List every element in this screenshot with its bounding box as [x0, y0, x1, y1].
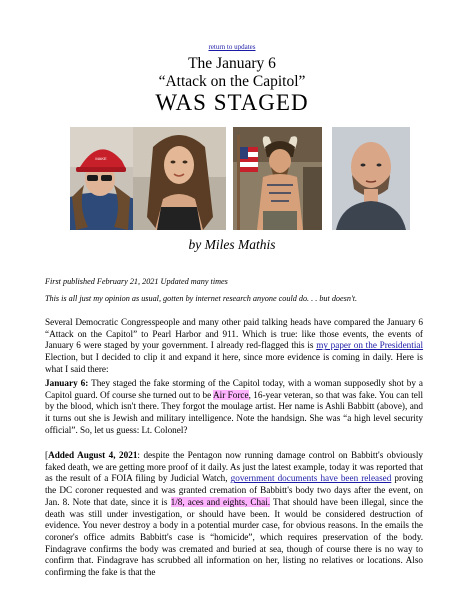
paragraph-1: [45, 317, 423, 376]
byline: by Miles Mathis: [188, 237, 276, 252]
presidential-election-paper-link[interactable]: my paper on the Presidential: [316, 340, 424, 351]
paragraph-2-text-b: , 16-year veteran, so that was fake. You can tell by the blood, which isn't there. They forgot the moulage artist. Her name is Ashli Babbitt (above), and it turns out she is Jewish and military intelligence. Note the handsign. She was “a high level security official”. So, let us guess: Lt. Colonel?: [45, 389, 423, 435]
paragraph-2: [45, 378, 423, 437]
paragraph-1-text-b: Election, but I decided to clip it and expand it here, since more evidence is coming in daily. Here is what I said there:: [45, 352, 423, 374]
paragraph-3-text-a: : despite the Pentagon now running damage control on Babbitt's obviously faked death, we are getting more proof of it daily. As just the latest example, today it was reported that as the result of a FOIA filing by Judicial Watch,: [45, 450, 423, 484]
government-documents-link[interactable]: government documents have been released: [230, 473, 392, 484]
photo-bald-man-mugshot: [332, 127, 410, 230]
paragraph-1-text-a: Several Democratic Congresspeople and many other paid talking heads have compared the January 6 “Attack on the Capitol” to Pearl Harbor and 911. Which is true: like those events, the events of January 6 were staged by your government. I already red-flagged this is: [45, 317, 423, 351]
return-to-updates-link[interactable]: return to updates: [208, 43, 256, 51]
paragraph-3-text-c: That should have been illegal, since the death was still under investigation, or should have been. It would be considered destruction of evidence. You never destroy a body in a potential murder case, for obvious reasons. In the emails the coroner's office admits Babbitt's case is “homicide”, which requires preservation of the body. Findagrave confirms the body was cremated and buried at sea, though of course there is no way to confirm that. Findagrave has scrubbed all information on her, listing no relatives or locations. Also confirming the fake is that the: [45, 496, 423, 578]
photo-woman-long-hair: [133, 127, 226, 230]
title-line-1: The January 6: [188, 55, 276, 72]
paragraph-3: [45, 450, 423, 594]
highlight-air-force: Air Force: [213, 389, 249, 400]
photo-horned-man-flag: [233, 127, 322, 230]
paragraph-2-lead: January 6:: [45, 378, 89, 388]
svg-text:MAKE: MAKE: [95, 156, 107, 161]
title-line-3: WAS STAGED: [155, 90, 309, 115]
disclaimer: This is all just my opinion as usual, gotten by internet research anyone could do. . . but doesn't.: [45, 294, 358, 303]
paragraph-3-text-b: proving the DC coroner requested and was granted cremation of Babbitt's body two days after the event, on Jan. 8. Note that date, since it is: [45, 473, 423, 507]
paragraph-3-lead: Added August 4, 2021: [48, 450, 138, 460]
publication-date: First published February 21, 2021 Updated many times: [45, 277, 228, 286]
paragraph-3-open-bracket: [: [45, 450, 49, 460]
highlight-aces-and-eights: 1/8, aces and eights, Chai.: [170, 496, 271, 507]
title-line-2: “Attack on the Capitol”: [158, 73, 306, 90]
photo-woman-red-cap: [70, 127, 135, 230]
paragraph-2-text-a: They staged the fake storming of the Capitol today, with a woman supposedly shot by a Capitol guard. Of course she turned out to be: [45, 378, 423, 400]
